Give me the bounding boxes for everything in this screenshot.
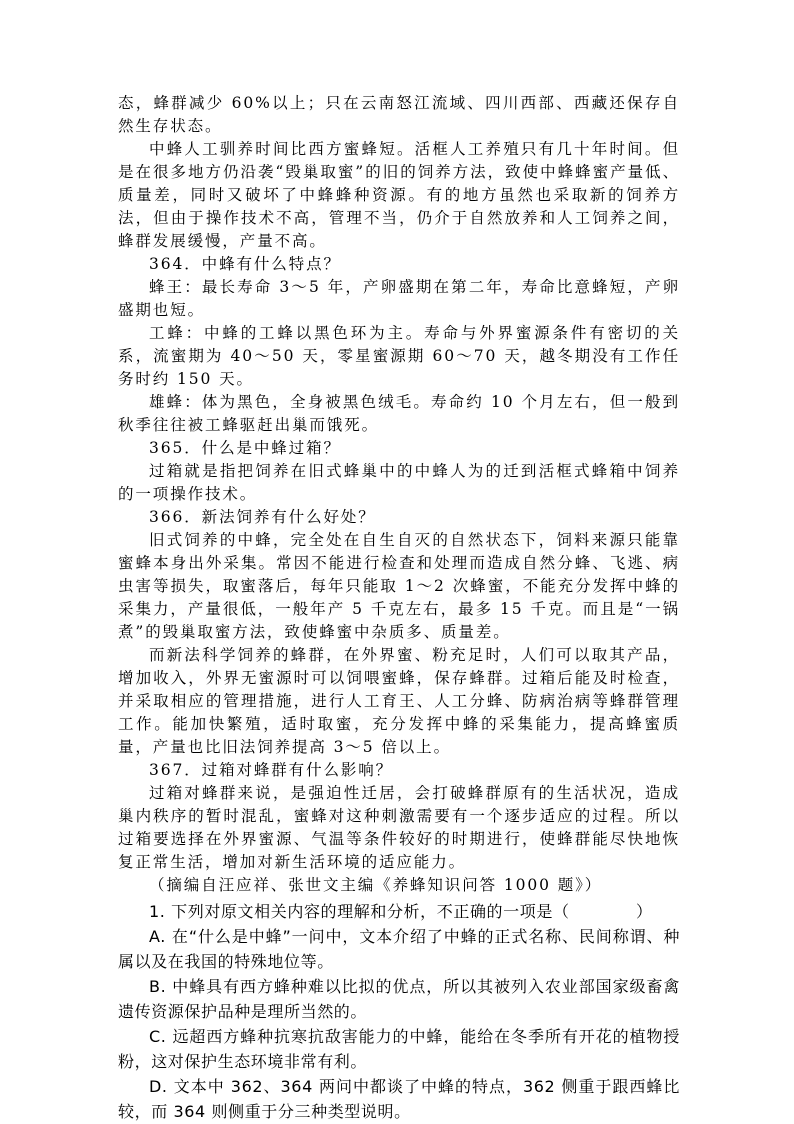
paragraph-drone: 雄蜂：体为黑色，全身被黑色绒毛。寿命约 10 个月左右，但一般到秋季往往被工蜂驱赶出巢而饿死。 xyxy=(118,393,680,434)
question-stem: 1. 下列对原文相关内容的理解和分析，不正确的一项是（ ） xyxy=(149,902,653,921)
heading-364: 364．中蜂有什么特点？ xyxy=(149,255,341,273)
paragraph-impact: 过箱对蜂群来说，是强迫性迁居，会打破蜂群原有的生活状况，造成巢内秩序的暂时混乱，蜜蜂对这种刺激需要有一个逐步适应的过程。所以过箱要选择在外界蜜源、气温等条件较好的时期进行，使蜂群能尽快地恢复正常生活，增加对新生活环境的适应能力。 xyxy=(118,784,680,871)
option-a: A. 在“什么是中蜂”一问中，文本介绍了中蜂的正式名称、民间称谓、种属以及在我国的特殊地位等。 xyxy=(118,927,680,971)
source-citation: （摘编自汪应祥、张世文主编《养蜂知识问答 1000 题》） xyxy=(149,876,603,894)
paragraph-transfer: 过箱就是指把饲养在旧式蜂巢中的中蜂人为的迁到活框式蜂箱中饲养的一项操作技术。 xyxy=(118,462,680,503)
paragraph-new-method: 而新法科学饲养的蜂群，在外界蜜、粉充足时，人们可以取其产品，增加收入，外界无蜜源时可以饲喂蜜蜂，保存蜂群。过箱后能及时检查，并采取相应的管理措施，进行人工育王、人工分蜂、防病治病等蜂群管理工作。能加快繁殖，适时取蜜，充分发挥中蜂的采集能力，提高蜂蜜质量，产量也比旧法饲养提高 3～5 倍以上。 xyxy=(118,646,680,756)
option-b: B. 中蜂具有西方蜂种难以比拟的优点，所以其被列入农业部国家级畜禽遗传资源保护品种是理所当然的。 xyxy=(118,977,680,1021)
paragraph-worker: 工蜂：中蜂的工蜂以黑色环为主。寿命与外界蜜源条件有密切的关系，流蜜期为 40～50 天，零星蜜源期 60～70 天，越冬期没有工作任务时约 150 天。 xyxy=(118,324,680,388)
heading-365: 365．什么是中蜂过箱？ xyxy=(149,439,341,457)
option-c: C. 远超西方蜂种抗寒抗敌害能力的中蜂，能给在冬季所有开花的植物授粉，这对保护生态环境非常有利。 xyxy=(118,1027,680,1071)
document-page xyxy=(118,92,680,1124)
option-d: D. 文本中 362、364 两问中都谈了中蜂的特点，362 侧重于跟西蜂比较，而 364 则侧重于分三种类型说明。 xyxy=(118,1077,680,1121)
paragraph-queen: 蜂王：最长寿命 3～5 年，产卵盛期在第二年，寿命比意蜂短，产卵盛期也短。 xyxy=(118,278,680,319)
paragraph-old-method: 旧式饲养的中蜂，完全处在自生自灭的自然状态下，饲料来源只能靠蜜蜂本身出外采集。常因不能进行检查和处理而造成自然分蜂、飞逃、病虫害等损失，取蜜落后，每年只能取 1～2 次蜂蜜，不能充分发挥中蜂的采集力，产量很低，一般年产 5 千克左右，最多 15 千克。而且是“一锅煮”的毁巢取蜜方法，致使蜂蜜中杂质多、质量差。 xyxy=(118,531,680,641)
paragraph-domestication: 中蜂人工驯养时间比西方蜜蜂短。活框人工养殖只有几十年时间。但是在很多地方仍沿袭“毁巢取蜜”的旧的饲养方法，致使中蜂蜂蜜产量低、质量差，同时又破坏了中蜂蜂种资源。有的地方虽然也采取新的饲养方法，但由于操作技术不高，管理不当，仍介于自然放养和人工饲养之间，蜂群发展缓慢，产量不高。 xyxy=(118,140,680,250)
heading-367: 367．过箱对蜂群有什么影响？ xyxy=(149,761,394,779)
paragraph-continuation: 态，蜂群减少 60%以上；只在云南怒江流域、四川西部、西藏还保存自然生存状态。 xyxy=(118,94,680,135)
heading-366: 366．新法饲养有什么好处？ xyxy=(149,508,376,526)
